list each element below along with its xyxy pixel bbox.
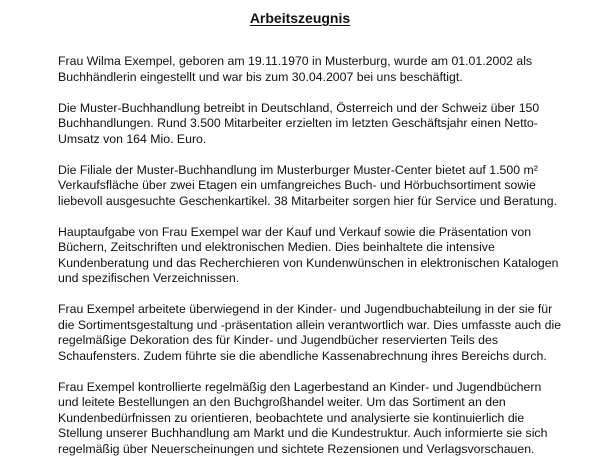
- paragraph-main-duties: [58, 225, 558, 287]
- text-line: Die Filiale der Muster-Buchhandlung im Musterburger Muster-Center bietet auf 1.500 m²: [58, 162, 538, 177]
- text-line: Buchhändlerin eingestellt und war bis zum 30.04.2007 bei uns beschäftigt.: [58, 69, 463, 84]
- text-line: Kundenbedürfnissen zu orientieren, beobachtete und analysierte sie kontinuierlich die: [58, 410, 525, 425]
- text-line: Frau Exempel arbeitete überwiegend in der Kinder- und Jugendbuchabteilung in der sie für: [58, 302, 553, 316]
- text-line: regelmäßig über Neuerscheinungen und sichtete Rezensionen und Verlagsvorschauen.: [58, 441, 535, 456]
- text-line: Buchhandlungen. Rund 3.500 Mitarbeiter erzielten im letzten Geschäftsjahr einen Netto-: [58, 116, 538, 130]
- text-line: Büchern, Zeitschriften und elektronischen Medien. Dies beinhaltete die intensive: [58, 240, 495, 254]
- text-line: liebevoll ausgesuchte Geschenkartikel. 38 Mitarbeiter sorgen hier für Service und Beratung.: [58, 193, 557, 208]
- document-body: [58, 54, 562, 473]
- text-line: Hauptaufgabe von Frau Exempel war der Kauf und Verkauf sowie die Präsentation von: [58, 224, 532, 239]
- document-title: Arbeitszeugnis: [249, 10, 351, 26]
- paragraph-department-responsibilities: [58, 302, 562, 364]
- text-line: Kundenberatung und das Recherchieren von Kundenwünschen in elektronischen Katalogen: [58, 255, 559, 270]
- text-line: Schaufensters. Zudem führte sie die abendliche Kassenabrechnung ihres Bereichs durch.: [58, 348, 547, 363]
- text-line: Die Muster-Buchhandlung betreibt in Deutschland, Österreich und der Schweiz über 150: [58, 100, 540, 115]
- text-line: regelmäßige Dekoration des für Kinder- und Jugendbücher reservierten Teils des: [58, 333, 498, 347]
- paragraph-company-profile: [58, 101, 558, 148]
- text-line: Verkaufsfläche über zwei Etagen ein umfangreiches Buch- und Hörbuchsortiment sowie: [58, 178, 536, 192]
- text-line: Frau Wilma Exempel, geboren am 19.11.1970 in Musterburg, wurde am 01.01.2002 als: [58, 54, 533, 68]
- paragraph-stock-and-market-analysis: [58, 380, 558, 458]
- text-line: Umsatz von 164 Mio. Euro.: [58, 131, 207, 146]
- text-line: Frau Exempel kontrollierte regelmäßig den Lagerbestand an Kinder- und Jugendbüchern: [58, 379, 542, 394]
- paragraph-employment-dates: [58, 54, 558, 85]
- paragraph-branch-description: [58, 163, 558, 210]
- text-line: Stellung unserer Buchhandlung am Markt und die Kundestruktur. Auch informierte sie sich: [58, 426, 548, 440]
- text-line: die Sortimentsgestaltung und -präsentation allein verantwortlich war. Dies umfasste auch die: [58, 317, 562, 332]
- text-line: und leitete Bestellungen an den Buchgroßhandel weiter. Um das Sortiment an den: [58, 395, 506, 409]
- text-line: und spezifischen Verzeichnissen.: [58, 271, 240, 285]
